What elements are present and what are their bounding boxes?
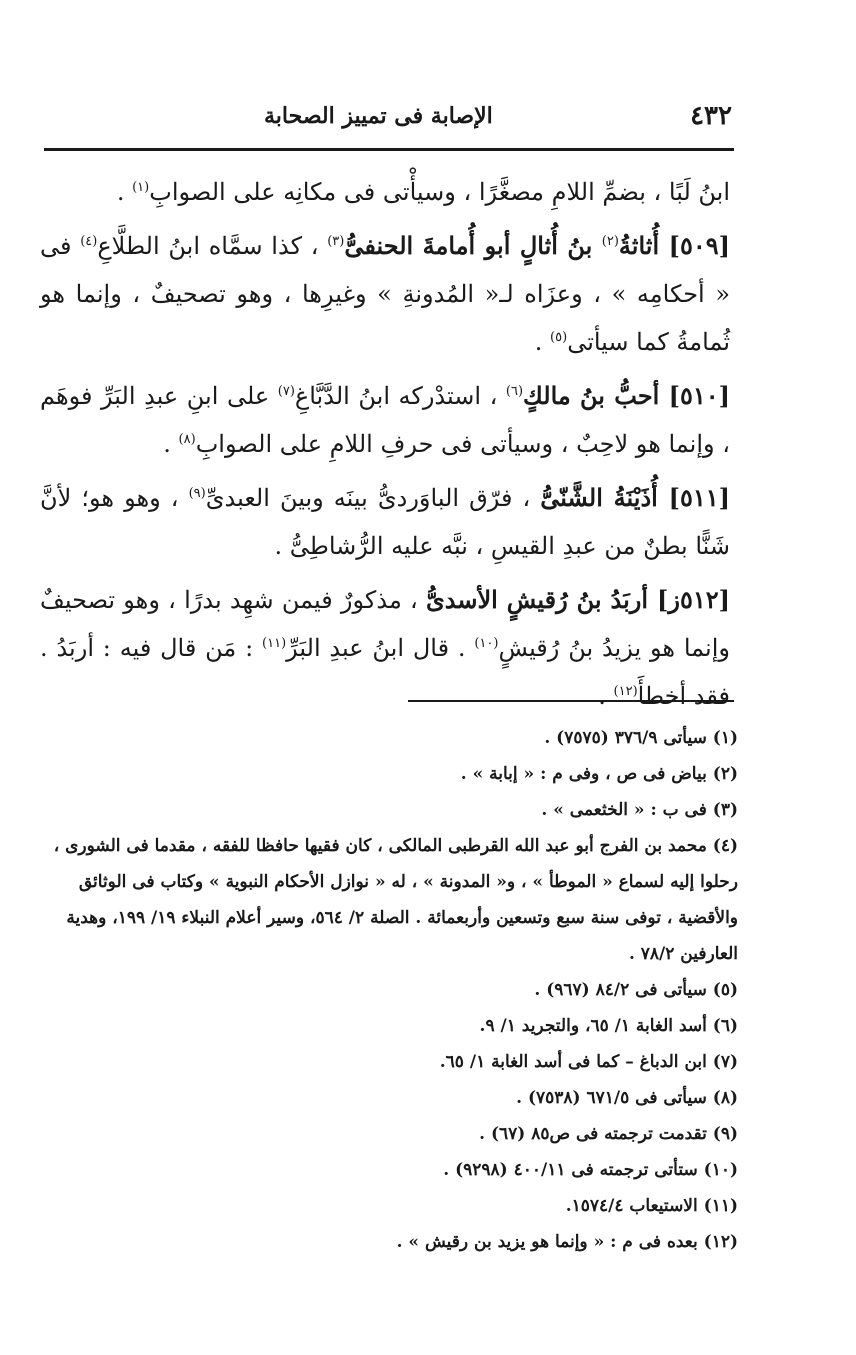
footnote-ref: (٨) xyxy=(178,432,196,447)
entry-name: أُذَيْنَةُ الشَّنّىُّ xyxy=(540,483,658,512)
entry-text: : مَن قال فيه : أربَدُ . فقد أخطأَ xyxy=(40,634,730,710)
entry-end: . xyxy=(598,682,614,710)
footnote-ref: (٧) xyxy=(277,384,295,399)
footnote-ref: (٩) xyxy=(188,486,206,501)
entry-text: ، استدْركه ابنُ الدَّبَّاغِ xyxy=(294,382,506,410)
entry-name: أربَدُ بنُ رُقيشٍ الأسدىُّ xyxy=(425,585,649,614)
footnote-6: (٦) أسد الغابة ١/ ٦٥، والتجريد ١/ ٩. xyxy=(479,1016,738,1036)
entry-text: ، مذكورٌ فيمن شهِد بدرًا ، وهو تصحيفٌ وإنما هو يزيدُ بنُ رُقيشٍ xyxy=(40,586,730,662)
main-text xyxy=(40,168,730,726)
entry-number: [٥١٢ز] xyxy=(648,585,730,614)
entry-511 xyxy=(40,474,730,570)
footnote-9: (٩) تقدمت ترجمته فى ص٨٥ (٦٧) . xyxy=(479,1124,738,1144)
entry-text: فى « أحكامِه » ، وعزَاه لـ« المُدونةِ » وغيرِها ، وهو تصحيفٌ ، وإنما هو ثُمامةُ كما سيأتى xyxy=(40,232,730,356)
entry-510 xyxy=(40,372,730,468)
paragraph-text: ابنُ لَبًا ، بضمِّ اللامِ مصغَّرًا ، وسيأْتى فى مكانِه على الصوابِ xyxy=(149,178,730,206)
footnote-11: (١١) الاستيعاب ١٥٧٤/٤. xyxy=(565,1196,738,1216)
paragraph-continuation xyxy=(40,168,730,216)
entry-512 xyxy=(40,576,730,720)
header-rule xyxy=(44,148,734,151)
footnote-7: (٧) ابن الدباغ – كما فى أسد الغابة ١/ ٦٥. xyxy=(439,1052,738,1072)
entry-number: [٥١١] xyxy=(657,483,730,512)
footnote-4: (٤) محمد بن الفرج أبو عبد الله القرطبى المالكى ، كان فقيها حافظا للفقه ، مقدما فى الشورى ، رحلوا إليه لسماع « الموطأ » ، و« المدونة » ، له « نوازل الأحكام النبوية » وكتاب فى الوثائق والأقضية ، توفى سنة سبع وتسعين وأربعمائة . الصلة ٢/ ٥٦٤، وسير أعلام النبلاء ١٩/ ١٩٩، وهدية العارفين ٧٨/٢ . xyxy=(53,836,738,964)
footnote-12: (١٢) بعده فى م : « وإنما هو يزيد بن رقيش » . xyxy=(396,1232,738,1252)
running-header xyxy=(44,96,732,136)
entry-name-cont: بنُ أُثالٍ أبو أُمامةَ الحنفىُّ xyxy=(344,231,602,260)
entry-text: ، كذا سمَّاه ابنُ الطلَّاعِ xyxy=(97,232,328,260)
footnote-ref: (٢) xyxy=(601,234,619,249)
paragraph-end: . xyxy=(116,178,133,206)
footnote-10: (١٠) ستأتى ترجمته فى ٤٠٠/١١ (٩٢٩٨) . xyxy=(443,1160,738,1180)
footnote-ref: (٤) xyxy=(80,234,98,249)
entry-name: أحبُّ بنُ مالكٍ xyxy=(523,381,660,410)
footnote-separator xyxy=(408,700,734,702)
running-title: الإصابة فى تمييز الصحابة xyxy=(264,103,493,129)
entry-number: [٥١٠] xyxy=(659,381,730,410)
footnote-5: (٥) سيأتى فى ٨٤/٢ (٩٦٧) . xyxy=(534,980,738,1000)
footnote-ref: (١٢) xyxy=(613,684,638,699)
footnote-ref: (١٠) xyxy=(474,636,499,651)
footnote-ref: (١١) xyxy=(262,636,287,651)
entry-text: على ابنِ عبدِ البَرِّ فوهَم ، وإنما هو لاحِبٌ ، وسيأتى فى حرفِ اللامِ على الصوابِ xyxy=(40,382,730,458)
entry-509 xyxy=(40,222,730,366)
footnote-ref: (١) xyxy=(132,180,150,195)
footnotes xyxy=(48,720,738,1260)
entry-end: . xyxy=(534,328,551,356)
page-number: ٤٣٢ xyxy=(690,101,732,131)
entry-number: [٥٠٩] xyxy=(659,231,730,260)
footnote-3: (٣) فى ب : « الخثعمى » . xyxy=(541,800,738,820)
entry-end: . xyxy=(163,430,179,458)
entry-text: ، وهو هو؛ لأنَّ شَنًّا بطنٌ من عبدِ القيسِ ، نبَّه عليه الرُّشاطِىُّ . xyxy=(40,484,730,560)
footnote-ref: (٣) xyxy=(327,234,345,249)
entry-name: أُثاثةُ xyxy=(618,231,660,260)
footnote-ref: (٥) xyxy=(550,330,568,345)
entry-text: ، فرّق الباوَردىُّ بينَه وبينَ العبدىِّ xyxy=(205,484,541,512)
footnote-2: (٢) بياض فى ص ، وفى م : « إبابة » . xyxy=(460,764,738,784)
footnote-8: (٨) سيأتى فى ٦٧١/٥ (٧٥٣٨) . xyxy=(516,1088,738,1108)
footnote-ref: (٦) xyxy=(505,384,524,399)
entry-text: . قال ابنُ عبدِ البَرِّ xyxy=(286,634,475,662)
footnote-1: (١) سيأتى ٣٧٦/٩ (٧٥٧٥) . xyxy=(544,728,738,748)
